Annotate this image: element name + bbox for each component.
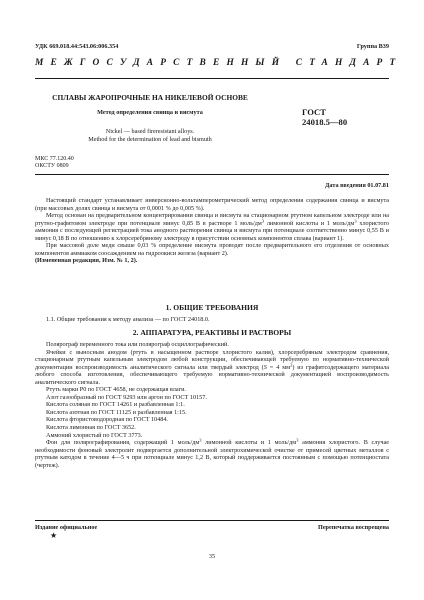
reagent-item: Кислота лимонная по ГОСТ 3652. [46,424,136,432]
reagent-item: Кислота фтористоводородная по ГОСТ 10484. [46,416,168,424]
gost-number: 24018.5—80 [302,117,348,127]
background-electrolyte-item: Фон для полярографирования, содержащий 1 моль/$дм^3$ лимонной кислоты и 1 моль/$дм^3$ аммония хлористого. В случае необходимости фоновый электролит подвергается дополнительной электрохимической очистке от примесей цветных металлов с ртутным катодом в течение 4—5 ч при потенциале минус 1,2 В, который поддерживается постоянным с помощью потенциостата (чертеж). [35,437,389,469]
amendment-note: (Измененная редакция, Изм. № 1, 2). [35,257,138,265]
paragraph-scope: Настоящий стандарт устанавливает инверсионно-вольтамперометрический метод определения содержания свинца и висмута (при массовых долях свинца и висмута от 0,0001 % до 0,005 %). [35,197,389,212]
udk-code: УДК 669.018.44:543.06:006.354 [35,43,119,50]
group-code: Группа В39 [356,43,389,50]
star-mark: ★ [50,531,58,540]
reagent-item: Ртуть марки Р0 по ГОСТ 4658, не содержащая влаги. [46,386,186,394]
reagent-item: Аммоний хлористый по ГОСТ 3773. [46,431,143,439]
top-divider [35,78,389,79]
official-edition-label: Издание официальное [35,524,98,531]
gost-label: ГОСТ [302,107,326,117]
paragraph-copper: При массовой доле меди свыше 0,03 % определение висмута проводят после предварительного его отделения от основных компонентов аммиаком соосаждением на гидроокиси железа (вариант 2). [35,242,389,257]
reagent-item: Азот газообразный по ГОСТ 9293 или аргон по ГОСТ 10157. [46,393,207,401]
standard-banner: МЕЖГОСУДАРСТВЕННЫЙ СТАНДАРТ [35,58,403,68]
classification-codes [35,156,74,170]
okstu-code: ОКСТУ 0809 [35,163,69,170]
footer-divider [35,520,389,521]
apparatus-section [35,341,389,469]
mks-code: МКС 77.120.40 [35,156,74,162]
english-title [35,128,265,145]
document-title: СПЛАВЫ ЖАРОПРОЧНЫЕ НА НИКЕЛЕВОЙ ОСНОВЕ [52,93,248,102]
polarograph-item: Полярограф переменного тока или полярограф осциллографический. [46,341,229,348]
paragraph-method: Метод основан на предварительном концентрировании свинца и висмута на стационарном ртутном капельном электроде или на ртутно-графитовом электроде при потенциале минус 0,85 В в растворе 1 моль/$дм^3$ лимонной кислоты и 1 моль/$дм^3$ хлористого аммония с последующей регистрацией тока анодного растворения свинца и висмута при потенциале соответственно минус 0,55 В и минус 0,18 В по отношению к хлорсеребряному электроду в присутствии основных компонентов сплава (вариант 1). [35,212,389,242]
section-apparatus-heading: 2. АППАРАТУРА, РЕАКТИВЫ И РАСТВОРЫ [132,328,292,337]
gost-designation [302,107,347,127]
reagent-item: Кислота азотная по ГОСТ 11125 и разбавленная 1:15. [46,408,187,416]
introduction-date: Дата введения 01.07.81 [325,182,389,189]
intro-section [35,197,389,265]
document-subtitle: Метод определения свинца и висмута [97,109,203,116]
codes-divider [35,174,389,175]
page-number: 35 [208,553,216,560]
english-title-line2: Method for the determination of lead and bismuth [88,136,212,144]
english-title-line1: Nickel — based fireresistant alloys. [105,128,195,135]
section-general-requirements-heading: 1. ОБЩИЕ ТРЕБОВАНИЯ [165,303,259,312]
reprint-notice: Перепечатка воспрещена [318,524,389,531]
general-requirements-item: 1.1. Общие требования к методу анализа — по ГОСТ 24018.0. [46,316,210,323]
cells-item: Ячейки с выносным анодом (ртуть в насыщенном растворе хлористого калия), хлорсеребряным электродом сравнения, стационарным ртутным капельным электродом любой конструкции, обеспечивающей требуемую по нормативно-технической документации воспроизводимость аналитического сигнала или твердый электрод (S = 4 $мм^2$) из графитсодержащего материала любого способа изготовления, обеспечивающего требуемую нормативно-технической документацией воспроизводимость аналитического сигнала. [35,348,390,386]
reagent-item: Кислота соляная по ГОСТ 14261 и разбавленная 1:1. [46,401,185,409]
